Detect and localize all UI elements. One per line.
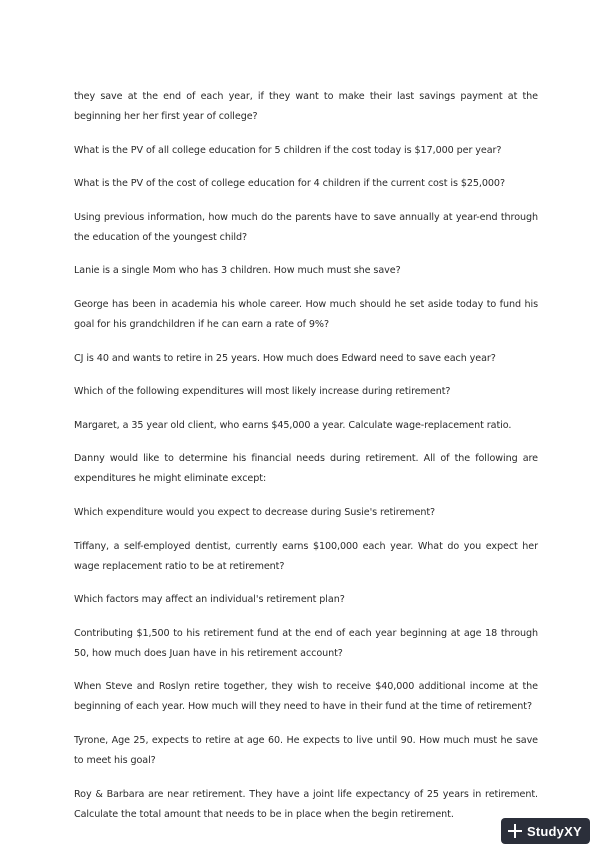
paragraph-7: CJ is 40 and wants to retire in 25 years. How much does Edward need to save each year? [74, 352, 496, 364]
document-body [74, 87, 538, 838]
paragraph-4: Using previous information, how much do the parents have to save annually at year-end through the education of the youngest child? [74, 211, 538, 243]
paragraph-16: Tyrone, Age 25, expects to retire at age 60. He expects to live until 90. How much must he save to meet his goal? [74, 734, 538, 766]
paragraph-17: Roy & Barbara are near retirement. They have a joint life expectancy of 25 years in retirement. Calculate the total amount that needs to be in place when the begin retirement. [74, 788, 538, 820]
paragraph-5: Lanie is a single Mom who has 3 children. How much must she save? [74, 265, 401, 277]
paragraph-3: What is the PV of the cost of college education for 4 children if the current cost is $25,000? [74, 178, 505, 190]
plus-icon [508, 824, 522, 838]
paragraph-15: When Steve and Roslyn retire together, they wish to receive $40,000 additional income at the beginning of each year. How much will they need to have in their fund at the time of retirement? [74, 681, 538, 713]
paragraph-2: What is the PV of all college education for 5 children if the cost today is $17,000 per year? [74, 144, 502, 156]
paragraph-14: Contributing $1,500 to his retirement fund at the end of each year beginning at age 18 through 50, how much does Juan have in his retirement account? [74, 627, 538, 659]
paragraph-11: Which expenditure would you expect to decrease during Susie's retirement? [74, 506, 436, 518]
paragraph-12: Tiffany, a self-employed dentist, currently earns $100,000 each year. What do you expect her wage replacement ratio to be at retirement? [74, 540, 538, 572]
paragraph-9: Margaret, a 35 year old client, who earns $45,000 a year. Calculate wage-replacement ratio. [74, 419, 512, 431]
paragraph-10: Danny would like to determine his financial needs during retirement. All of the following are expenditures he might eliminate except: [74, 453, 538, 485]
brand-name: StudyXY [527, 823, 582, 839]
paragraph-13: Which factors may affect an individual's retirement plan? [74, 594, 345, 606]
paragraph-8: Which of the following expenditures will most likely increase during retirement? [74, 386, 451, 398]
paragraph-6: George has been in academia his whole career. How much should he set aside today to fund his goal for his grandchildren if he can earn a rate of 9%? [74, 298, 538, 330]
paragraph-1: they save at the end of each year, if they want to make their last savings payment at the beginning her her first year of college? [74, 91, 538, 122]
studyxy-logo-badge[interactable] [501, 818, 590, 844]
